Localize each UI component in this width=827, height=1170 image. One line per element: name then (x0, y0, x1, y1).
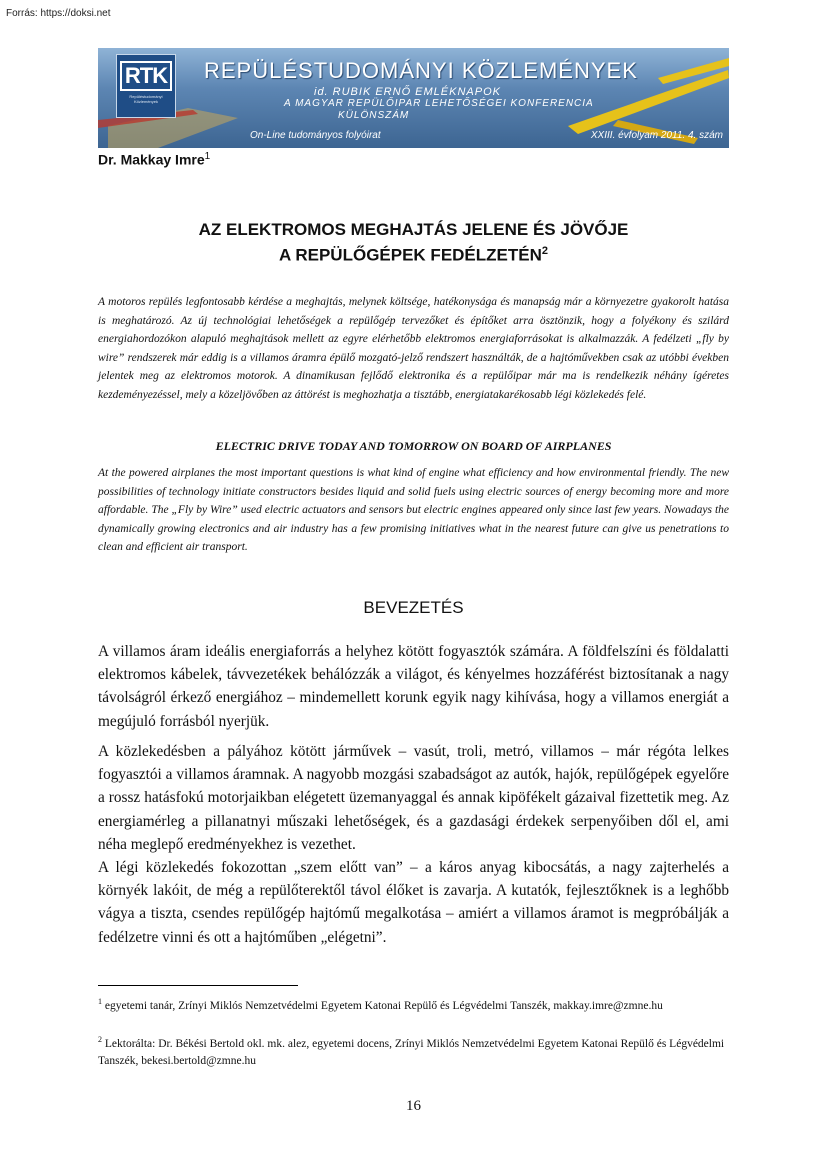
author (98, 151, 210, 168)
title-line-2-text: A REPÜLŐGÉPEK FEDÉLZETÉN (278, 245, 542, 265)
footnote-1 (98, 993, 729, 1015)
logo-text: RTK (120, 61, 172, 91)
footnote-mark: 1 (98, 997, 102, 1006)
banner-subtitle-2: A MAGYAR REPÜLŐIPAR LEHETŐSÉGEI KONFERENCIA (284, 98, 594, 109)
body-paragraph: A légi közlekedés fokozottan „szem előtt van” – a káros anyag kibocsátás, a nagy zajterhelés a környék lakóit, de még a repülőterektől távol élőket is zavarja. A kutatók, fejlesztőknek is a leghőbb vágya a tiszta, csendes repülőgép hajtómű megalkotása – amiért a villamos áramot is megpróbálják a fedélzetre vinni és ott a hajtóműben „elégetni”. (98, 859, 729, 946)
footnote-divider (98, 985, 298, 986)
english-title: ELECTRIC DRIVE TODAY AND TOMORROW ON BOARD OF AIRPLANES (215, 439, 612, 453)
body-paragraph: A villamos áram ideális energiaforrás a helyhez kötött fogyasztók számára. A földfelszíni és földalatti elektromos kábelek, távvezetékek behálózzák a világot, és kényelmes hozzáférést biztosítanak a nagy távolságról érkező energiához – mindemellett korunk egyik nagy kihívása, hogy a villamos energiát a megújuló forrásból nyerjük. (98, 643, 729, 730)
paper-title-line-2 (98, 245, 729, 266)
journal-banner (98, 48, 729, 148)
section-heading: BEVEZETÉS (363, 598, 464, 617)
journal-title: REPÜLÉSTUDOMÁNYI KÖZLEMÉNYEK (204, 58, 638, 83)
title-footnote-mark: 2 (541, 245, 549, 257)
banner-subtitle-1: id. RUBIK ERNŐ EMLÉKNAPOK (314, 86, 501, 98)
footnote-text: Lektorálta: Dr. Békési Bertold okl. mk. alez, egyetemi docens, Zrínyi Miklós Nemzetvédelmi Egyetem Katonai Repülő és Légvédelmi Tanszék, bekesi.bertold@zmne.hu (98, 1037, 725, 1068)
footnote-mark: 2 (98, 1035, 102, 1044)
page-number: 16 (406, 1098, 421, 1114)
abstract-hungarian: A motoros repülés legfontosabb kérdése a meghajtás, melynek költsége, hatékonysága és manapság már a környezetre gyakorolt hatása is meghatározó. Az új technológiai lehetőségek a repülőgép tervezőket és építőket arra ösztönzik, hogy a folyékony és szilárd energiahordozókon alapuló meghajtások mellett az egyre elérhetőbb elektromos energiaforrásokat is alkalmazzák. A fedélzeti „fly by wire” rendszerek már eddig is a villamos áramra épülő mozgató-jelző rendszert használták, de a hajtóművekben csak az utóbbi években jelentek meg az elektromos motorok. A dinamikusan fejlődő elektronika és a repülőipar már ma is rendelkezik néhány ígéretes kezdeményezéssel, mely a közeljövőben az áttörést is meghozhatja a tisztább, energiatakarékosabb légi közlekedés felé. (98, 296, 729, 401)
journal-logo (116, 54, 176, 118)
author-footnote-mark: 1 (204, 151, 211, 162)
banner-volume: XXIII. évfolyam 2011. 4. szám (590, 130, 723, 141)
author-name: Dr. Makkay Imre (98, 151, 205, 168)
logo-subtext: Repüléstudományi Közlemények (129, 94, 163, 104)
footnote-2 (98, 1031, 729, 1071)
source-label: Forrás: https://doksi.net (6, 8, 111, 19)
banner-online-label: On-Line tudományos folyóirat (250, 130, 381, 141)
paper-title-line-1: AZ ELEKTROMOS MEGHAJTÁS JELENE ÉS JÖVŐJE (198, 220, 629, 239)
footnote-text: egyetemi tanár, Zrínyi Miklós Nemzetvédelmi Egyetem Katonai Repülő és Légvédelmi Tanszék, makkay.imre@zmne.hu (104, 999, 663, 1012)
body-paragraph: A közlekedésben a pályához kötött járművek – vasút, troli, metró, villamos – már régóta lelkes fogyasztói a villamos áramnak. A nagyobb mozgási szabadságot az autók, hajók, repülőgépek egyelőre a rossz hatásfokú motorjaikban elégetett üzemanyaggal és annak kipöfékelt gázaival fizettetik meg. Az energiamérleg a pillanatnyi műszaki lehetőségek, és a gazdasági érdekek serpenyőiben dől el, ami néha meglepő eredményekhez is vezethet. (98, 743, 729, 853)
banner-subtitle-3: KÜLÖNSZÁM (338, 110, 410, 121)
abstract-english: At the powered airplanes the most important questions is what kind of engine what efficiency and how environmental friendly. The new possibilities of technology initiate constructors besides liquid and solid fuels using electric sources of energy becoming more and more affordable. The „Fly by Wire” used electric actuators and sensors but electric engines appeared only since last few years. Nowadays the dynamically growing electronics and air industry has a few promising initiatives what in the nearest future can give us penetrations to clean and efficient air transport. (98, 467, 729, 553)
